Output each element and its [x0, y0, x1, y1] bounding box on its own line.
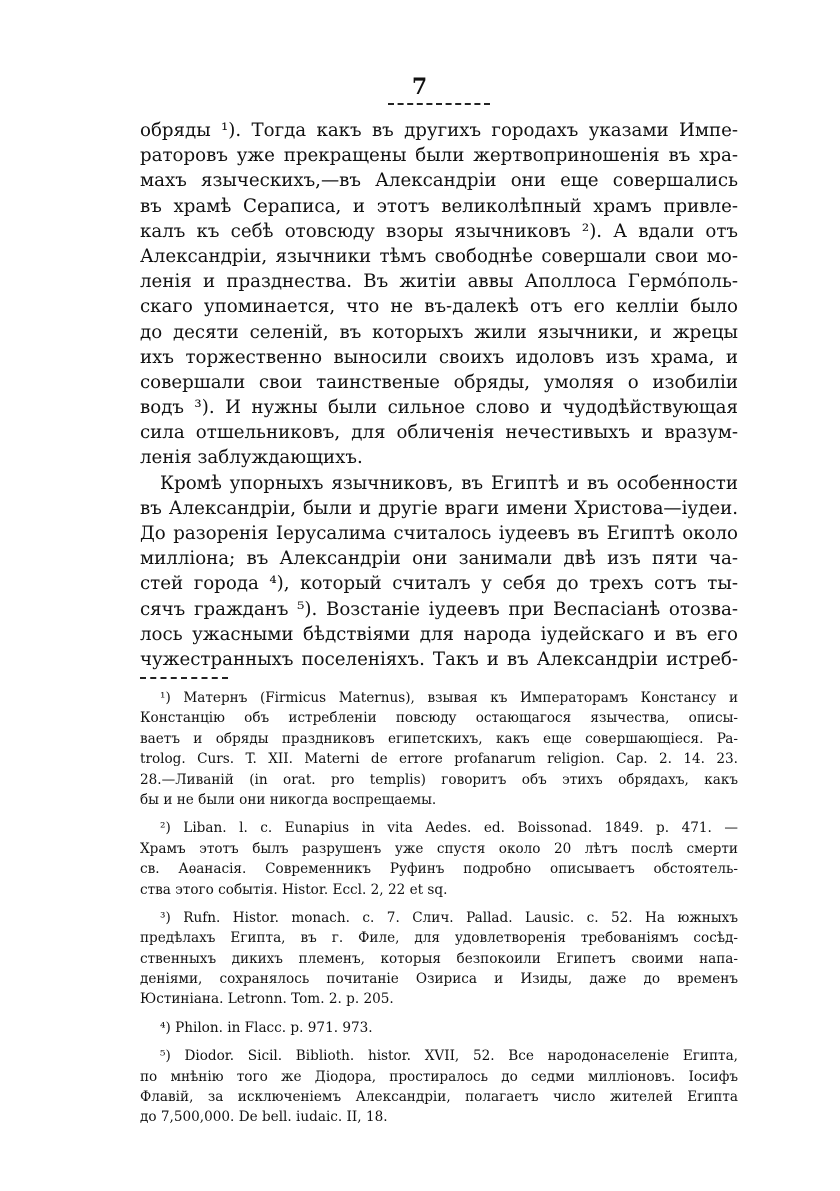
body-line: Александріи, язычники тѣмъ свободнѣе совершали свои мо- [140, 245, 738, 267]
footnote-line: 28.—Ливаній (in orat. pro templis) говоритъ объ этихъ обрядахъ, какъ [140, 771, 738, 788]
footnote-2 [140, 818, 738, 900]
body-line: въ Александріи, были и другіе враги имени Христова—іудеи. [140, 497, 738, 519]
footnote-line: ³) Rufn. Histor. monach. c. 7. Слич. Pallad. Lausic. c. 52. На южныхъ [160, 909, 738, 926]
body-line: скаго упоминается, что не въ-далекѣ отъ его келліи было [140, 296, 738, 318]
footnote-line: деніями, сохранялось почитаніе Озириса и Изиды, даже до временъ [140, 971, 738, 988]
footnote-line: ⁴) Philon. in Flacc. p. 971. 973. [160, 1019, 373, 1036]
footnote-line: ²) Liban. l. c. Eunapius in vita Aedes. ed. Boissonad. 1849. p. 471. — [160, 820, 738, 837]
body-line: ленія заблуждающихъ. [140, 447, 363, 469]
body-line: лось ужасными бѣдствіями для народа іудейскаго и въ его [140, 623, 738, 645]
body-line: до десяти селеній, въ которыхъ жили язычники, и жрецы [140, 321, 738, 343]
body-line: махъ языческихъ,—въ Александріи они еще совершались [140, 170, 738, 192]
page-number-rule [388, 103, 490, 105]
body-line: чужестранныхъ поселеніяхъ. Такъ и въ Александріи истреб- [140, 648, 738, 670]
footnote-4 [140, 1018, 738, 1038]
footnote-line: по мнѣнію того же Діодора, простиралось до седми милліоновъ. Іосифъ [140, 1068, 738, 1085]
body-line: совершали свои таинственые обряды, умоляя о изобиліи [140, 371, 738, 393]
footnote-line: Констанцію объ истребленіи повсюду остающагося язычества, описы- [140, 710, 738, 727]
body-line: калъ къ себѣ отовсюду взоры язычниковъ ²). А вдали отъ [140, 220, 738, 242]
body-line: сячъ гражданъ ⁵). Возстаніе іудеевъ при Веспасіанѣ отозва- [140, 598, 738, 620]
footnote-line: до 7,500,000. De bell. iudaic. II, 18. [140, 1109, 388, 1126]
footnote-1 [140, 688, 738, 810]
footnote-line: Флавій, за исключеніемъ Александріи, полагаетъ число жителей Египта [140, 1089, 738, 1106]
body-line: До разоренія Іерусалима считалось іудеевъ въ Египтѣ около [140, 523, 738, 544]
body-line: ленія и празднества. Въ житіи аввы Аполлоса Гермόполь- [140, 271, 738, 293]
body-line: ихъ торжественно выносили своихъ идоловъ изъ храма, и [140, 346, 738, 368]
body-line: раторовъ уже прекращены были жертвоприношенія въ хра- [140, 145, 738, 167]
footnote-line: Юстиніана. Letronn. Tom. 2. p. 205. [140, 991, 394, 1008]
footnote-5 [140, 1046, 738, 1128]
page-number: 7 [411, 74, 429, 100]
body-text [140, 118, 738, 672]
body-line: милліона; въ Александріи они занимали двѣ изъ пяти ча- [140, 548, 738, 570]
footnote-line: ства этого событія. Histor. Eccl. 2, 22 et sq. [140, 881, 448, 898]
footnote-line: св. Аѳанасія. Современникъ Руфинъ подробно описываетъ обстоятель- [140, 861, 738, 878]
body-line: въ храмѣ Сераписа, и этотъ великолѣпный храмъ привле- [140, 195, 738, 217]
footnote-line: ¹) Матернъ (Firmicus Maternus), взывая къ Императорамъ Констансу и [160, 690, 738, 706]
body-line: обряды ¹). Тогда какъ въ другихъ городахъ указами Импе- [140, 120, 738, 141]
body-line: Кромѣ упорныхъ язычниковъ, въ Египтѣ и въ особенности [160, 472, 738, 494]
footnote-3 [140, 908, 738, 1010]
footnote-rule [140, 677, 228, 679]
footnote-line: Храмъ этотъ былъ разрушенъ уже спустя около 20 лѣтъ послѣ смерти [140, 840, 738, 857]
footnotes [140, 688, 738, 1128]
footnote-line: ственныхъ дикихъ племенъ, которыя безпокоили Египетъ своими напа- [140, 950, 738, 967]
body-line: стей города ⁴), который считалъ у себя до трехъ сотъ ты- [140, 573, 738, 595]
footnote-line: ваетъ и обряды праздниковъ египетскихъ, какъ еще совершающіеся. Pa- [140, 730, 738, 747]
body-line: водъ ³). И нужны были сильное слово и чудодѣйствующая [140, 397, 738, 419]
footnote-line: предѣлахъ Египта, въ г. Филе, для удовлетворенія требованіямъ сосѣд- [140, 930, 738, 947]
body-line: сила отшельниковъ, для обличенія нечестивыхъ и вразум- [140, 422, 738, 444]
footnote-line: бы и не были они никогда воспрещаемы. [140, 791, 437, 808]
footnote-line: ⁵) Diodor. Sicil. Biblioth. histor. XVII, 52. Все народонаселеніе Египта, [160, 1048, 738, 1065]
footnote-line: trolog. Curs. T. XII. Materni de errore profanarum religion. Cap. 2. 14. 23. [140, 751, 738, 768]
